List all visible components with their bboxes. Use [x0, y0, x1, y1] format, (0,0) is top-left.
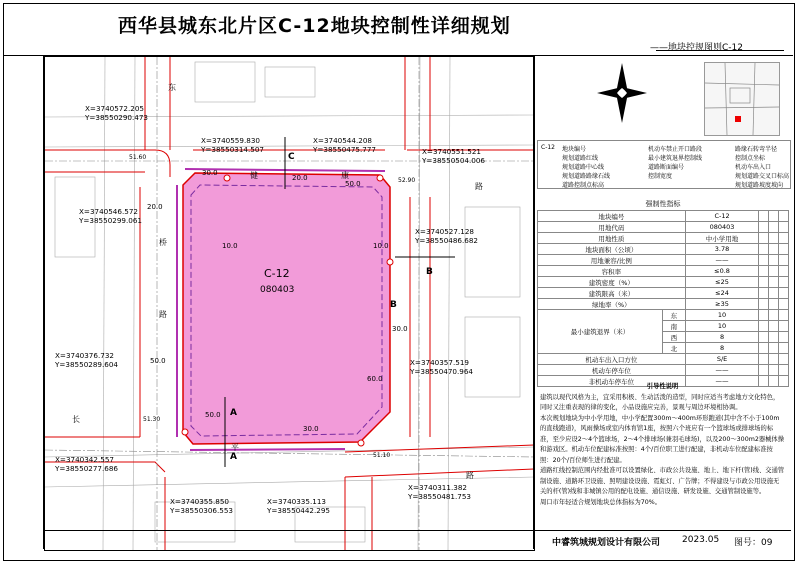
- elevation-label: 52.90: [398, 177, 416, 184]
- notes-paragraph: 建筑以现代风格为主，宜采用积极、生动活泼的造型，同时应适当考虑地方文化特色，同时又注重表现的律的变化，小品设施应完善，景观与周边环境相协调。: [540, 393, 780, 411]
- coord-point-10: X=3740355.850 Y=38550306.553: [170, 497, 233, 515]
- road-label: 长: [72, 415, 80, 424]
- legend-box: [537, 140, 791, 189]
- section-marker: A: [230, 408, 237, 418]
- parcel-name: C-12: [264, 267, 290, 280]
- map-title: 西华县城东北片区C-12地块控制性详细规划: [118, 15, 511, 37]
- table-row: 用地兼容/比例 ——: [538, 255, 789, 266]
- parcel-polygon: [183, 173, 390, 444]
- table-row: 南 10: [538, 321, 789, 332]
- notes-title: 引导性说明: [646, 383, 679, 390]
- elevation-label: 51.60: [129, 154, 147, 161]
- section-marker: A: [230, 452, 237, 462]
- elevation-label: 51.10: [373, 452, 391, 459]
- width-label: 50.0: [345, 180, 361, 188]
- legend-item: 控制宽度: [648, 173, 673, 180]
- control-point: [377, 175, 383, 181]
- road-label: 平: [231, 443, 239, 452]
- footer: [44, 530, 791, 550]
- width-label: 30.0: [202, 169, 218, 177]
- legend-item: 机动车禁止开口路段: [648, 146, 703, 153]
- control-point: [224, 175, 230, 181]
- legend-item: 规划道路交叉口标高: [735, 173, 790, 180]
- legend-header: C-12: [541, 144, 555, 151]
- table-row: 建筑限高（米） ≤24: [538, 288, 789, 299]
- control-point: [387, 259, 393, 265]
- sheet-number: 图号：09: [734, 538, 773, 548]
- map-area[interactable]: [44, 56, 535, 551]
- legend-item: 规划道路红线: [562, 155, 599, 162]
- width-label: 10.0: [222, 242, 238, 250]
- section-marker: B: [390, 300, 397, 310]
- road-label: 东: [168, 83, 176, 92]
- control-point: [182, 429, 188, 435]
- table-row: 西 8: [538, 332, 789, 343]
- coord-point-5: X=3740546.572 Y=38550299.061: [79, 207, 142, 225]
- section-marker: C: [288, 152, 295, 162]
- right-panel: [533, 56, 792, 549]
- legend-item: 规划道路坡度坡向: [735, 182, 784, 189]
- table-row: 机动车停车位 ——: [538, 365, 789, 376]
- left-margin: [3, 56, 44, 549]
- notes: [540, 382, 785, 508]
- table-row: 机动车出入口方位 S/E: [538, 354, 789, 365]
- road-label: 路: [466, 471, 474, 480]
- width-label: 30.0: [303, 425, 319, 433]
- legend-item: 道路控制点标高: [562, 182, 605, 189]
- legend-item: 规划道路中心线: [562, 164, 605, 171]
- width-label: 10.0: [373, 242, 389, 250]
- road-label: 路: [475, 182, 483, 191]
- coord-point-9: X=3740342.557 Y=38550277.686: [55, 455, 118, 473]
- coord-point-12: X=3740311.382 Y=38550481.753: [408, 483, 471, 501]
- width-label: 60.0: [367, 375, 383, 383]
- coord-point-8: X=3740357.519 Y=38550470.964: [410, 358, 473, 376]
- subtitle-rule: [656, 50, 784, 51]
- table-row: 用地代码 080403: [538, 222, 789, 233]
- table-row: 地块面积（公顷） 3.78: [538, 244, 789, 255]
- table-row: 建筑密度（%） ≤25: [538, 277, 789, 288]
- control-point: [358, 440, 364, 446]
- road-label: 路: [159, 310, 167, 319]
- company-name: 中睿筑城规划设计有限公司: [552, 538, 661, 548]
- legend-item: 控制点坐标: [735, 155, 766, 162]
- map-svg: [45, 57, 534, 550]
- parcel-code: 080403: [260, 285, 295, 295]
- table-row: 容积率 ≤0.8: [538, 266, 789, 277]
- width-label: 50.0: [150, 357, 166, 365]
- width-label: 20.0: [292, 174, 308, 182]
- coord-point-1: X=3740572.205 Y=38550290.473: [85, 104, 148, 122]
- section-marker: B: [426, 267, 433, 277]
- table-row: 绿地率（%） ≥35: [538, 299, 789, 310]
- width-label: 50.0: [205, 411, 221, 419]
- legend-item: 路缘石转弯半径: [735, 146, 778, 153]
- road-label: 桥: [159, 238, 167, 247]
- legend-item: 道路断面编号: [648, 164, 685, 171]
- coord-point-7: X=3740376.732 Y=38550289.604: [55, 351, 118, 369]
- notes-paragraph: 周口市年轻适合规划地块总体指标为70%。: [540, 498, 662, 506]
- legend-item: 规划道路路缘石线: [562, 173, 611, 180]
- north-arrow: [592, 58, 652, 128]
- table-row: 用地性质 中小学用地: [538, 233, 789, 244]
- location-key-map: [704, 62, 780, 136]
- table-row: 北 8: [538, 343, 789, 354]
- coord-point-4: X=3740551.521 Y=38550504.006: [422, 147, 485, 165]
- width-label: 30.0: [392, 325, 408, 333]
- road-label: 健: [250, 171, 258, 180]
- coord-point-2: X=3740559.830 Y=38550314.507: [201, 136, 264, 154]
- notes-paragraph: 本次规划地块为中小学用地，中小学配置300m～400m环形跑道(其中含不小于100m的直线跑道)，风雨操场或室内体育馆1座，按照六个班应有一个篮球场或排球场的标准，至少应设2～4个篮球场，2～4个排球场(兼羽毛球场)，以及200～300m2器械体操和游戏区。机动车位配建标准按照：4个/百位职工进行配建，非机动车位配建标准按照：20个/百位师生进行配建。: [540, 414, 785, 464]
- table-row: 最小建筑退界（米） 东 10: [538, 310, 789, 321]
- width-label: 20.0: [147, 203, 163, 211]
- legend-item: 最小建筑退界控制线: [648, 155, 703, 162]
- legend-item: 机动车出入口: [735, 164, 772, 171]
- table-row: 地块编号 C-12: [538, 211, 789, 222]
- notes-paragraph: 道路红线控制范围内经批准可以设置绿化、市政公共设施、地上、地下杆(管)线、交通管制设施、道路环卫设施、照明建设设施、霓虹灯、广告牌；不得建设与市政公用设施无关的杆(管)线和非城镇公用的配电设施、通信设施、研发设施、交通管制设施等。: [540, 467, 785, 495]
- no-opening-south: [190, 449, 345, 450]
- coord-point-6: X=3740527.128 Y=38550486.682: [415, 227, 478, 245]
- table-title: 强制性指标: [645, 200, 681, 208]
- road-label: 康: [341, 171, 349, 180]
- map-subtitle: ——地块控规图则C-12: [650, 43, 743, 53]
- coord-point-3: X=3740544.208 Y=38550475.777: [313, 136, 376, 154]
- coord-point-11: X=3740335.113 Y=38550442.295: [267, 497, 330, 515]
- indicator-table: [537, 210, 789, 387]
- legend-item: 地块编号: [562, 146, 587, 153]
- table-row: 非机动车停车位 ——: [538, 376, 789, 387]
- drawing-date: 2023.05: [682, 535, 720, 545]
- elevation-label: 51.30: [143, 416, 161, 423]
